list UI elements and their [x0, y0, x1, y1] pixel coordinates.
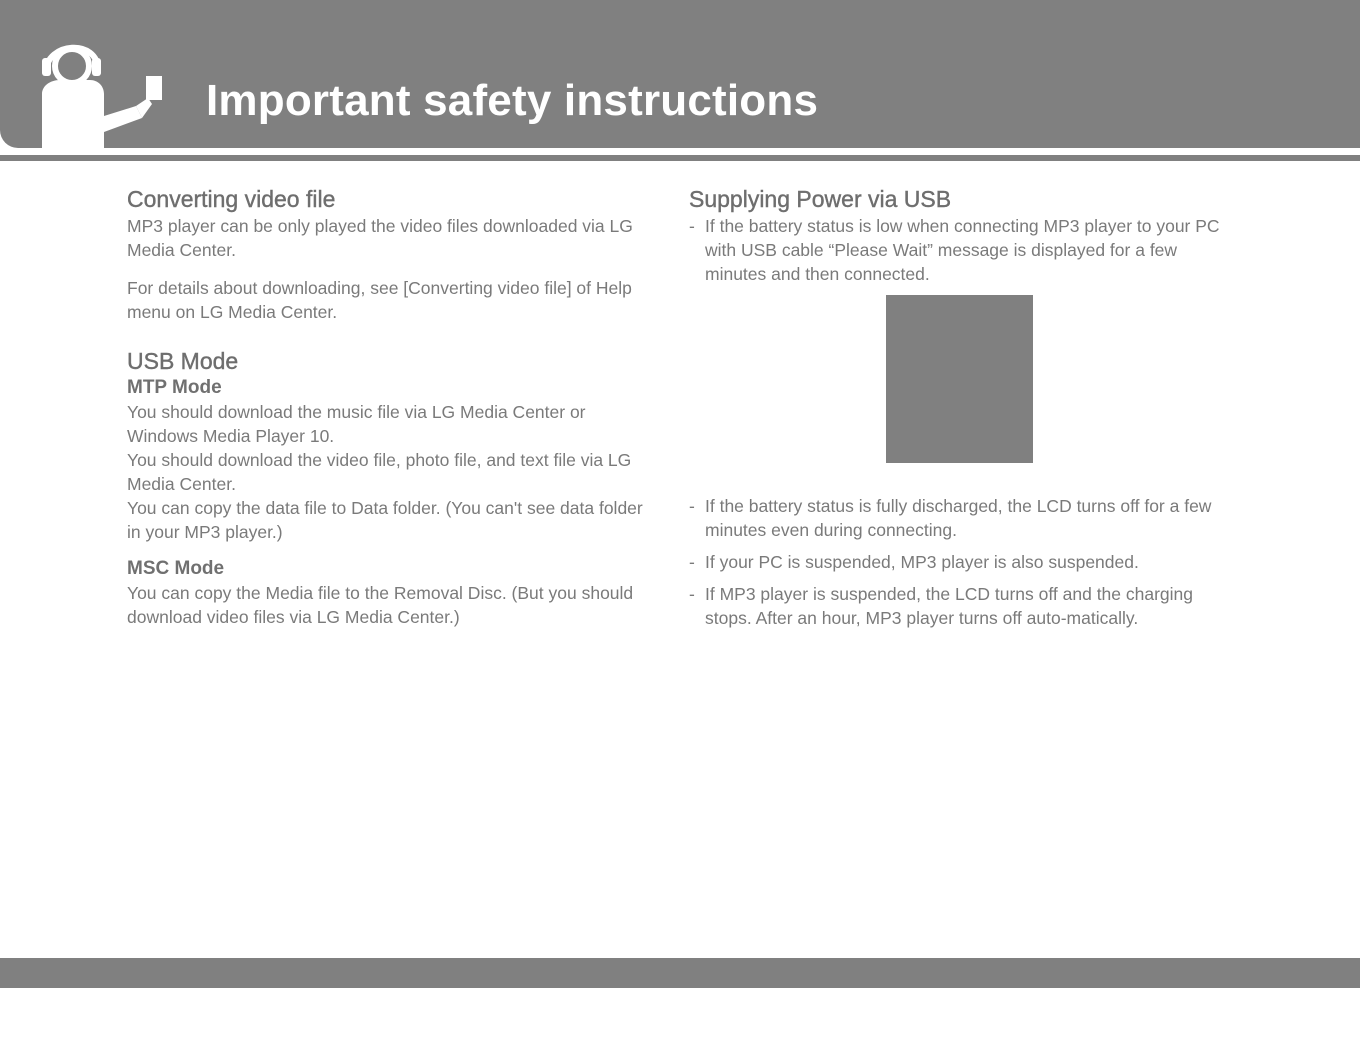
msc-mode-heading: MSC Mode	[127, 558, 225, 579]
footer-bar	[0, 958, 1360, 988]
usb-mode-heading: USB Mode	[127, 348, 239, 374]
list-item: - If MP3 player is suspended, the LCD turns off and the charging stops. After an hour, MP3 player turns off auto-matically.	[689, 582, 1234, 630]
image-placeholder	[886, 295, 1033, 463]
converting-heading: Converting video file	[127, 186, 336, 212]
msc-text: You can copy the Media file to the Removal Disc. (But you should download video files via LG Media Center.)	[127, 583, 634, 627]
supplying-power-heading: Supplying Power via USB	[689, 186, 952, 212]
mtp-mode-heading: MTP Mode	[127, 377, 222, 398]
converting-paragraph-2: For details about downloading, see [Converting video file] of Help menu on LG Media Center.	[127, 278, 632, 322]
converting-paragraph-1: MP3 player can be only played the video files downloaded via LG Media Center.	[127, 216, 633, 260]
header-rule	[0, 155, 1360, 161]
right-column	[689, 184, 1234, 638]
mtp-line-3: You can copy the data file to Data folder. (You can't see data folder in your MP3 player.)	[127, 498, 643, 542]
power-list-bottom	[689, 494, 1234, 630]
mtp-line-2: You should download the video file, photo file, and text file via LG Media Center.	[127, 450, 632, 494]
page-title: Important safety instructions	[206, 76, 819, 125]
power-list-top	[689, 214, 1234, 286]
list-item: - If the battery status is low when connecting MP3 player to your PC with USB cable “Please Wait” message is displayed for a few minutes and then connected.	[689, 214, 1234, 286]
left-column	[127, 184, 652, 629]
list-item: - If your PC is suspended, MP3 player is also suspended.	[689, 550, 1234, 574]
mtp-line-1: You should download the music file via LG Media Center or Windows Media Player 10.	[127, 402, 586, 446]
list-item: - If the battery status is fully discharged, the LCD turns off for a few minutes even during connecting.	[689, 494, 1234, 542]
header-band	[0, 0, 1360, 148]
person-with-headphones-icon	[36, 32, 168, 150]
